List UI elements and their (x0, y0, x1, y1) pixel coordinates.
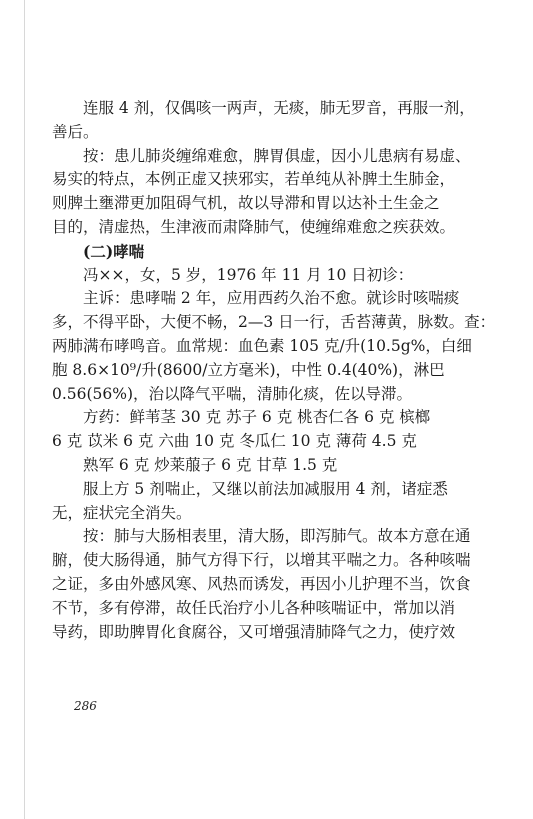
text-line: 目的，清虚热，生津液而肃降肺气，使缠绵难愈之疾获效。 (52, 217, 456, 236)
page-number: 286 (74, 699, 97, 713)
text-line: 无，症状完全消失。 (52, 503, 192, 522)
section-heading: (二)哮喘 (83, 241, 145, 261)
text-line: 易实的特点，本例正虚又挟邪实，若单纯从补脾土生肺金， (52, 170, 456, 189)
text-line: 善后。 (52, 122, 99, 141)
text-line: 导药，即助脾胃化食腐谷，又可增强清肺降气之力，使疗效 (52, 622, 456, 641)
page-text (52, 97, 496, 644)
text-line: 腑，使大肠得通，肺气方得下行，以增其平喘之力。各种咳喘 (52, 551, 471, 570)
text-line: 连服 4 剂，仅偶咳一两声，无痰，肺无罗音，再服一剂， (83, 99, 475, 117)
text-line: 两肺满布哮鸣音。血常规：血色素 105 克/升(10.5g%，白细 (52, 336, 472, 355)
page-left-edge (0, 0, 25, 819)
text-line: 胞 8.6×10⁹/升(8600/立方毫米)，中性 0.4(40%)，淋巴 (52, 360, 445, 379)
text-line: 按：患儿肺炎缠绵难愈，脾胃俱虚，因小儿患病有易虚、 (83, 146, 471, 165)
text-line: 之证，多由外感风寒、风热而诱发，再因小儿护理不当，饮食 (52, 574, 471, 593)
text-line: 则脾土壅滞更加阻碍气机，故以导滞和胃以达补土生金之 (52, 194, 440, 213)
text-line: 多，不得平卧，大便不畅，2—3 日一行，舌苔薄黄，脉数。查： (52, 313, 496, 332)
text-line: 服上方 5 剂喘止，又继以前法加减服用 4 剂，诸症悉 (83, 479, 448, 498)
text-line: 不节，多有停滞，故任氏治疗小儿各种咳喘证中，常加以消 (52, 598, 456, 617)
text-line: 方药：鲜苇茎 30 克 苏子 6 克 桃杏仁各 6 克 槟榔 (83, 408, 431, 427)
text-line: 0.56(56%)，治以降气平喘，清肺化痰，佐以导滞。 (52, 384, 413, 403)
text-line: 6 克 苡米 6 克 六曲 10 克 冬瓜仁 10 克 薄荷 4.5 克 (52, 432, 417, 451)
text-line: 熟军 6 克 炒莱菔子 6 克 甘草 1.5 克 (83, 455, 338, 474)
text-line: 冯××，女，5 岁，1976 年 11 月 10 日初诊： (83, 265, 414, 284)
text-line: 按：肺与大肠相表里，清大肠，即泻肺气。故本方意在通 (83, 527, 471, 546)
text-line: 主诉：患哮喘 2 年，应用西药久治不愈。就诊时咳喘痰 (83, 289, 460, 308)
